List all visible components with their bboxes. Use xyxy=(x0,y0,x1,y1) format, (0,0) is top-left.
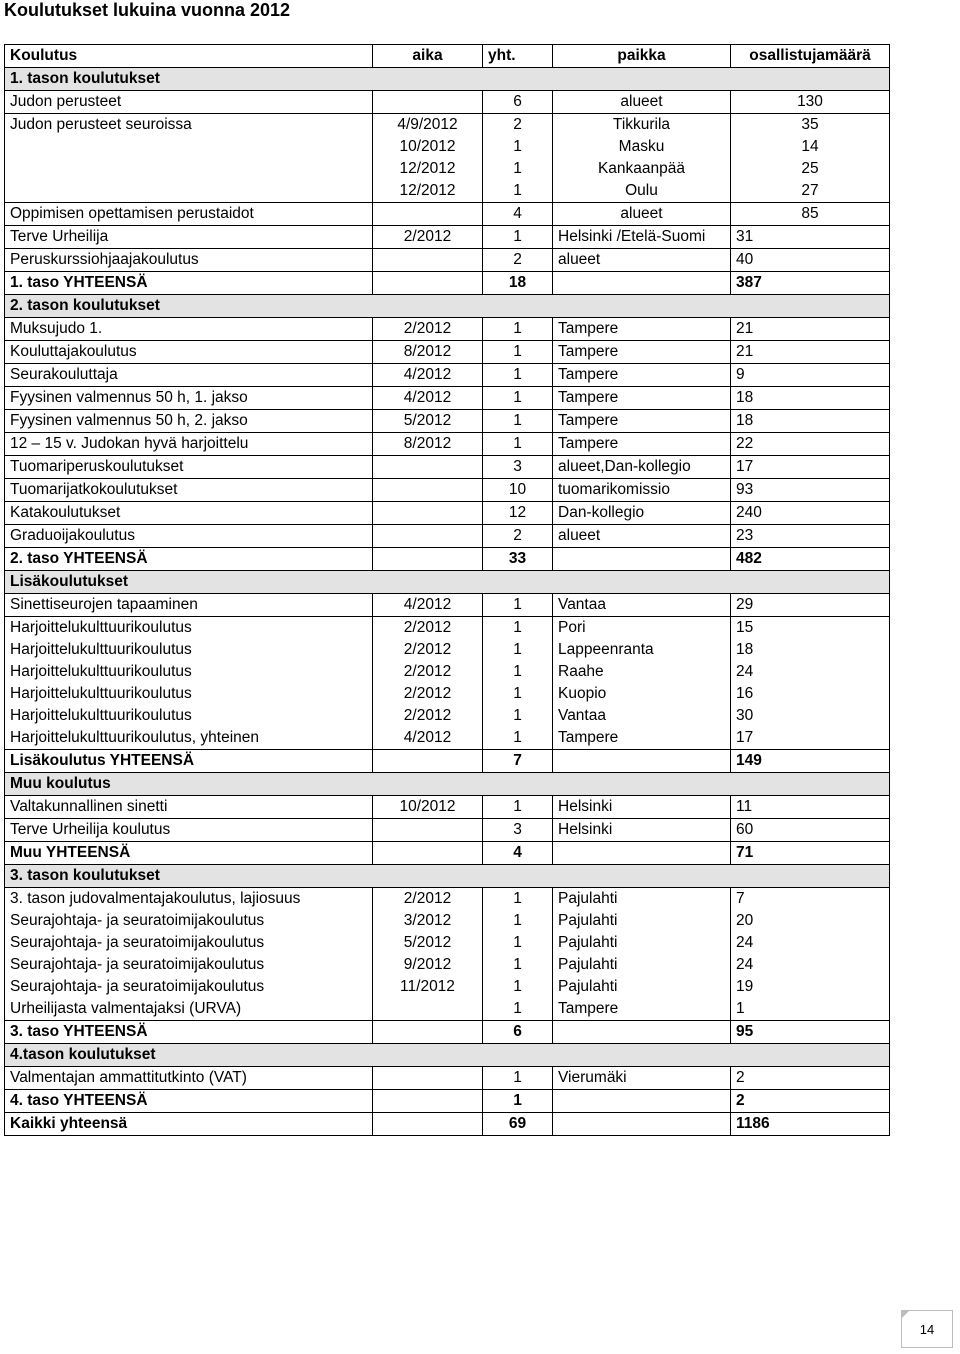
total-label: 3. taso YHTEENSÄ xyxy=(5,1021,373,1044)
cell-aika: 4/2012 xyxy=(373,387,483,410)
cell-osall: 29 xyxy=(731,594,890,617)
table-row xyxy=(5,1067,890,1090)
cell-paikka: Helsinki xyxy=(553,819,731,842)
section-label: 2. tason koulutukset xyxy=(5,295,890,318)
cell-osall: 240 xyxy=(731,502,890,525)
cell-paikka: Dan-kollegio xyxy=(553,502,731,525)
header-paikka: paikka xyxy=(553,45,731,68)
cell-paikka: Vantaa xyxy=(553,594,731,617)
cell-aika xyxy=(373,249,483,272)
cell-yht: 4 xyxy=(483,203,553,226)
total-osall: 149 xyxy=(731,750,890,773)
cell-paikka: alueet xyxy=(553,203,731,226)
total-row xyxy=(5,1021,890,1044)
cell-aika xyxy=(373,203,483,226)
header-koulutus: Koulutus xyxy=(5,45,373,68)
table-row xyxy=(5,249,890,272)
cell-yht: 1 1 1 1 1 1 xyxy=(483,888,553,1021)
section-header-row xyxy=(5,68,890,91)
cell-aika: 8/2012 xyxy=(373,433,483,456)
table-row xyxy=(5,456,890,479)
cell-koulutus: 12 – 15 v. Judokan hyvä harjoittelu xyxy=(5,433,373,456)
total-row xyxy=(5,1090,890,1113)
total-yht: 33 xyxy=(483,548,553,571)
cell-koulutus: Kouluttajakoulutus xyxy=(5,341,373,364)
cell-osall: 21 xyxy=(731,341,890,364)
cell-osall: 22 xyxy=(731,433,890,456)
total-osall: 71 xyxy=(731,842,890,865)
cell-paikka: alueet xyxy=(553,249,731,272)
page-number: 14 xyxy=(901,1310,953,1348)
section-label: Lisäkoulutukset xyxy=(5,571,890,594)
page-title: Koulutukset lukuina vuonna 2012 xyxy=(4,0,291,20)
cell-aika: 4/9/2012 10/2012 12/2012 12/2012 xyxy=(373,114,483,203)
cell-koulutus: Terve Urheilija xyxy=(5,226,373,249)
grand-total-row xyxy=(5,1113,890,1136)
cell-yht: 1 xyxy=(483,796,553,819)
total-yht: 4 xyxy=(483,842,553,865)
cell-aika: 8/2012 xyxy=(373,341,483,364)
total-yht: 18 xyxy=(483,272,553,295)
total-yht: 6 xyxy=(483,1021,553,1044)
table-row xyxy=(5,114,890,203)
cell-koulutus: Judon perusteet seuroissa xyxy=(5,114,373,203)
header-yht: yht. xyxy=(483,45,553,68)
cell-paikka: Tampere xyxy=(553,341,731,364)
section-label: Muu koulutus xyxy=(5,773,890,796)
table-header-row xyxy=(5,45,890,68)
cell-osall: 35 14 25 27 xyxy=(731,114,890,203)
table-row xyxy=(5,617,890,750)
cell-paikka: Helsinki xyxy=(553,796,731,819)
total-label: 4. taso YHTEENSÄ xyxy=(5,1090,373,1113)
cell-aika xyxy=(373,479,483,502)
header-aika: aika xyxy=(373,45,483,68)
cell-koulutus: Oppimisen opettamisen perustaidot xyxy=(5,203,373,226)
cell-koulutus: Sinettiseurojen tapaaminen xyxy=(5,594,373,617)
cell-osall: 60 xyxy=(731,819,890,842)
total-label: 1. taso YHTEENSÄ xyxy=(5,272,373,295)
cell-osall: 11 xyxy=(731,796,890,819)
cell-koulutus: Harjoittelukulttuurikoulutus Harjoittelukulttuurikoulutus Harjoittelukulttuurikoulutus Harjoittelukulttuurikoulutus Harjoittelukulttuurikoulutus Harjoittelukulttuurikoulutus, yhteinen xyxy=(5,617,373,750)
header-osallistujamaara: osallistujamäärä xyxy=(731,45,890,68)
section-label: 3. tason koulutukset xyxy=(5,865,890,888)
cell-osall: 85 xyxy=(731,203,890,226)
total-label: Muu YHTEENSÄ xyxy=(5,842,373,865)
cell-yht: 12 xyxy=(483,502,553,525)
table-row xyxy=(5,796,890,819)
cell-paikka: Tikkurila Masku Kankaanpää Oulu xyxy=(553,114,731,203)
cell-koulutus: Judon perusteet xyxy=(5,91,373,114)
cell-paikka: Tampere xyxy=(553,387,731,410)
total-label: Lisäkoulutus YHTEENSÄ xyxy=(5,750,373,773)
table-row xyxy=(5,91,890,114)
total-row xyxy=(5,548,890,571)
table-row xyxy=(5,819,890,842)
section-header-row xyxy=(5,571,890,594)
table-row xyxy=(5,594,890,617)
cell-aika: 10/2012 xyxy=(373,796,483,819)
table-row xyxy=(5,525,890,548)
cell-paikka: Pori Lappeenranta Raahe Kuopio Vantaa Tampere xyxy=(553,617,731,750)
cell-yht: 1 xyxy=(483,387,553,410)
cell-koulutus: Katakoulutukset xyxy=(5,502,373,525)
cell-aika xyxy=(373,525,483,548)
total-row xyxy=(5,750,890,773)
cell-yht: 6 xyxy=(483,91,553,114)
cell-yht: 1 1 1 1 1 1 xyxy=(483,617,553,750)
cell-koulutus: Fyysinen valmennus 50 h, 1. jakso xyxy=(5,387,373,410)
cell-yht: 1 xyxy=(483,341,553,364)
cell-yht: 1 xyxy=(483,410,553,433)
section-label: 1. tason koulutukset xyxy=(5,68,890,91)
cell-aika: 4/2012 xyxy=(373,594,483,617)
cell-paikka: Tampere xyxy=(553,364,731,387)
grand-total-osall: 1186 xyxy=(731,1113,890,1136)
cell-aika xyxy=(373,502,483,525)
table-row xyxy=(5,203,890,226)
training-table xyxy=(4,44,890,1136)
table-row xyxy=(5,888,890,1021)
cell-koulutus: Seurakouluttaja xyxy=(5,364,373,387)
total-osall: 2 xyxy=(731,1090,890,1113)
total-osall: 482 xyxy=(731,548,890,571)
total-osall: 95 xyxy=(731,1021,890,1044)
cell-osall: 93 xyxy=(731,479,890,502)
cell-koulutus: Peruskurssiohjaajakoulutus xyxy=(5,249,373,272)
cell-koulutus: Fyysinen valmennus 50 h, 2. jakso xyxy=(5,410,373,433)
table-row xyxy=(5,387,890,410)
cell-osall: 23 xyxy=(731,525,890,548)
cell-yht: 1 xyxy=(483,594,553,617)
cell-paikka: tuomarikomissio xyxy=(553,479,731,502)
cell-aika xyxy=(373,456,483,479)
cell-yht: 3 xyxy=(483,819,553,842)
cell-aika xyxy=(373,1067,483,1090)
cell-osall: 17 xyxy=(731,456,890,479)
cell-paikka: Tampere xyxy=(553,433,731,456)
cell-aika: 2/2012 xyxy=(373,318,483,341)
cell-paikka: alueet,Dan-kollegio xyxy=(553,456,731,479)
table-row xyxy=(5,364,890,387)
cell-yht: 1 xyxy=(483,364,553,387)
cell-koulutus: Tuomariperuskoulutukset xyxy=(5,456,373,479)
total-osall: 387 xyxy=(731,272,890,295)
grand-total-label: Kaikki yhteensä xyxy=(5,1113,373,1136)
total-row xyxy=(5,842,890,865)
cell-yht: 10 xyxy=(483,479,553,502)
table-row xyxy=(5,433,890,456)
grand-total-yht: 69 xyxy=(483,1113,553,1136)
cell-paikka: Tampere xyxy=(553,318,731,341)
cell-paikka: alueet xyxy=(553,91,731,114)
section-header-row xyxy=(5,295,890,318)
table-row xyxy=(5,502,890,525)
cell-paikka: Vierumäki xyxy=(553,1067,731,1090)
cell-osall: 9 xyxy=(731,364,890,387)
cell-aika: 2/2012 2/2012 2/2012 2/2012 2/2012 4/2012 xyxy=(373,617,483,750)
table-row xyxy=(5,226,890,249)
cell-osall: 31 xyxy=(731,226,890,249)
cell-koulutus: Terve Urheilija koulutus xyxy=(5,819,373,842)
table-row xyxy=(5,479,890,502)
cell-osall: 40 xyxy=(731,249,890,272)
cell-osall: 7 20 24 24 19 1 xyxy=(731,888,890,1021)
cell-koulutus: 3. tason judovalmentajakoulutus, lajiosuus Seurajohtaja- ja seuratoimijakoulutus Seurajohtaja- ja seuratoimijakoulutus Seurajohtaja- ja seuratoimijakoulutus Seurajohtaja- ja seuratoimijakoulutus Urheilijasta valmentajaksi (URVA) xyxy=(5,888,373,1021)
cell-osall: 18 xyxy=(731,387,890,410)
table-row xyxy=(5,341,890,364)
cell-aika: 2/2012 3/2012 5/2012 9/2012 11/2012 xyxy=(373,888,483,1021)
cell-koulutus: Tuomarijatkokoulutukset xyxy=(5,479,373,502)
total-yht: 7 xyxy=(483,750,553,773)
cell-aika: 5/2012 xyxy=(373,410,483,433)
total-row xyxy=(5,272,890,295)
cell-paikka: Tampere xyxy=(553,410,731,433)
section-2-rows xyxy=(5,318,890,548)
table-row xyxy=(5,410,890,433)
cell-yht: 2 xyxy=(483,525,553,548)
section-header-row xyxy=(5,1044,890,1067)
section-header-row xyxy=(5,773,890,796)
cell-aika: 2/2012 xyxy=(373,226,483,249)
cell-aika: 4/2012 xyxy=(373,364,483,387)
cell-yht: 2 xyxy=(483,249,553,272)
section-label: 4.tason koulutukset xyxy=(5,1044,890,1067)
cell-koulutus: Valtakunnallinen sinetti xyxy=(5,796,373,819)
cell-koulutus: Muksujudo 1. xyxy=(5,318,373,341)
cell-paikka: Helsinki /Etelä-Suomi xyxy=(553,226,731,249)
cell-koulutus: Valmentajan ammattitutkinto (VAT) xyxy=(5,1067,373,1090)
cell-koulutus: Graduoijakoulutus xyxy=(5,525,373,548)
cell-aika xyxy=(373,91,483,114)
cell-osall: 2 xyxy=(731,1067,890,1090)
cell-osall: 15 18 24 16 30 17 xyxy=(731,617,890,750)
cell-yht: 2 1 1 1 xyxy=(483,114,553,203)
cell-aika xyxy=(373,819,483,842)
cell-yht: 1 xyxy=(483,1067,553,1090)
total-label: 2. taso YHTEENSÄ xyxy=(5,548,373,571)
cell-yht: 1 xyxy=(483,433,553,456)
cell-osall: 130 xyxy=(731,91,890,114)
total-yht: 1 xyxy=(483,1090,553,1113)
section-header-row xyxy=(5,865,890,888)
cell-osall: 21 xyxy=(731,318,890,341)
cell-paikka: alueet xyxy=(553,525,731,548)
cell-osall: 18 xyxy=(731,410,890,433)
cell-yht: 1 xyxy=(483,226,553,249)
cell-paikka: Pajulahti Pajulahti Pajulahti Pajulahti Pajulahti Tampere xyxy=(553,888,731,1021)
table-row xyxy=(5,318,890,341)
cell-yht: 3 xyxy=(483,456,553,479)
cell-yht: 1 xyxy=(483,318,553,341)
